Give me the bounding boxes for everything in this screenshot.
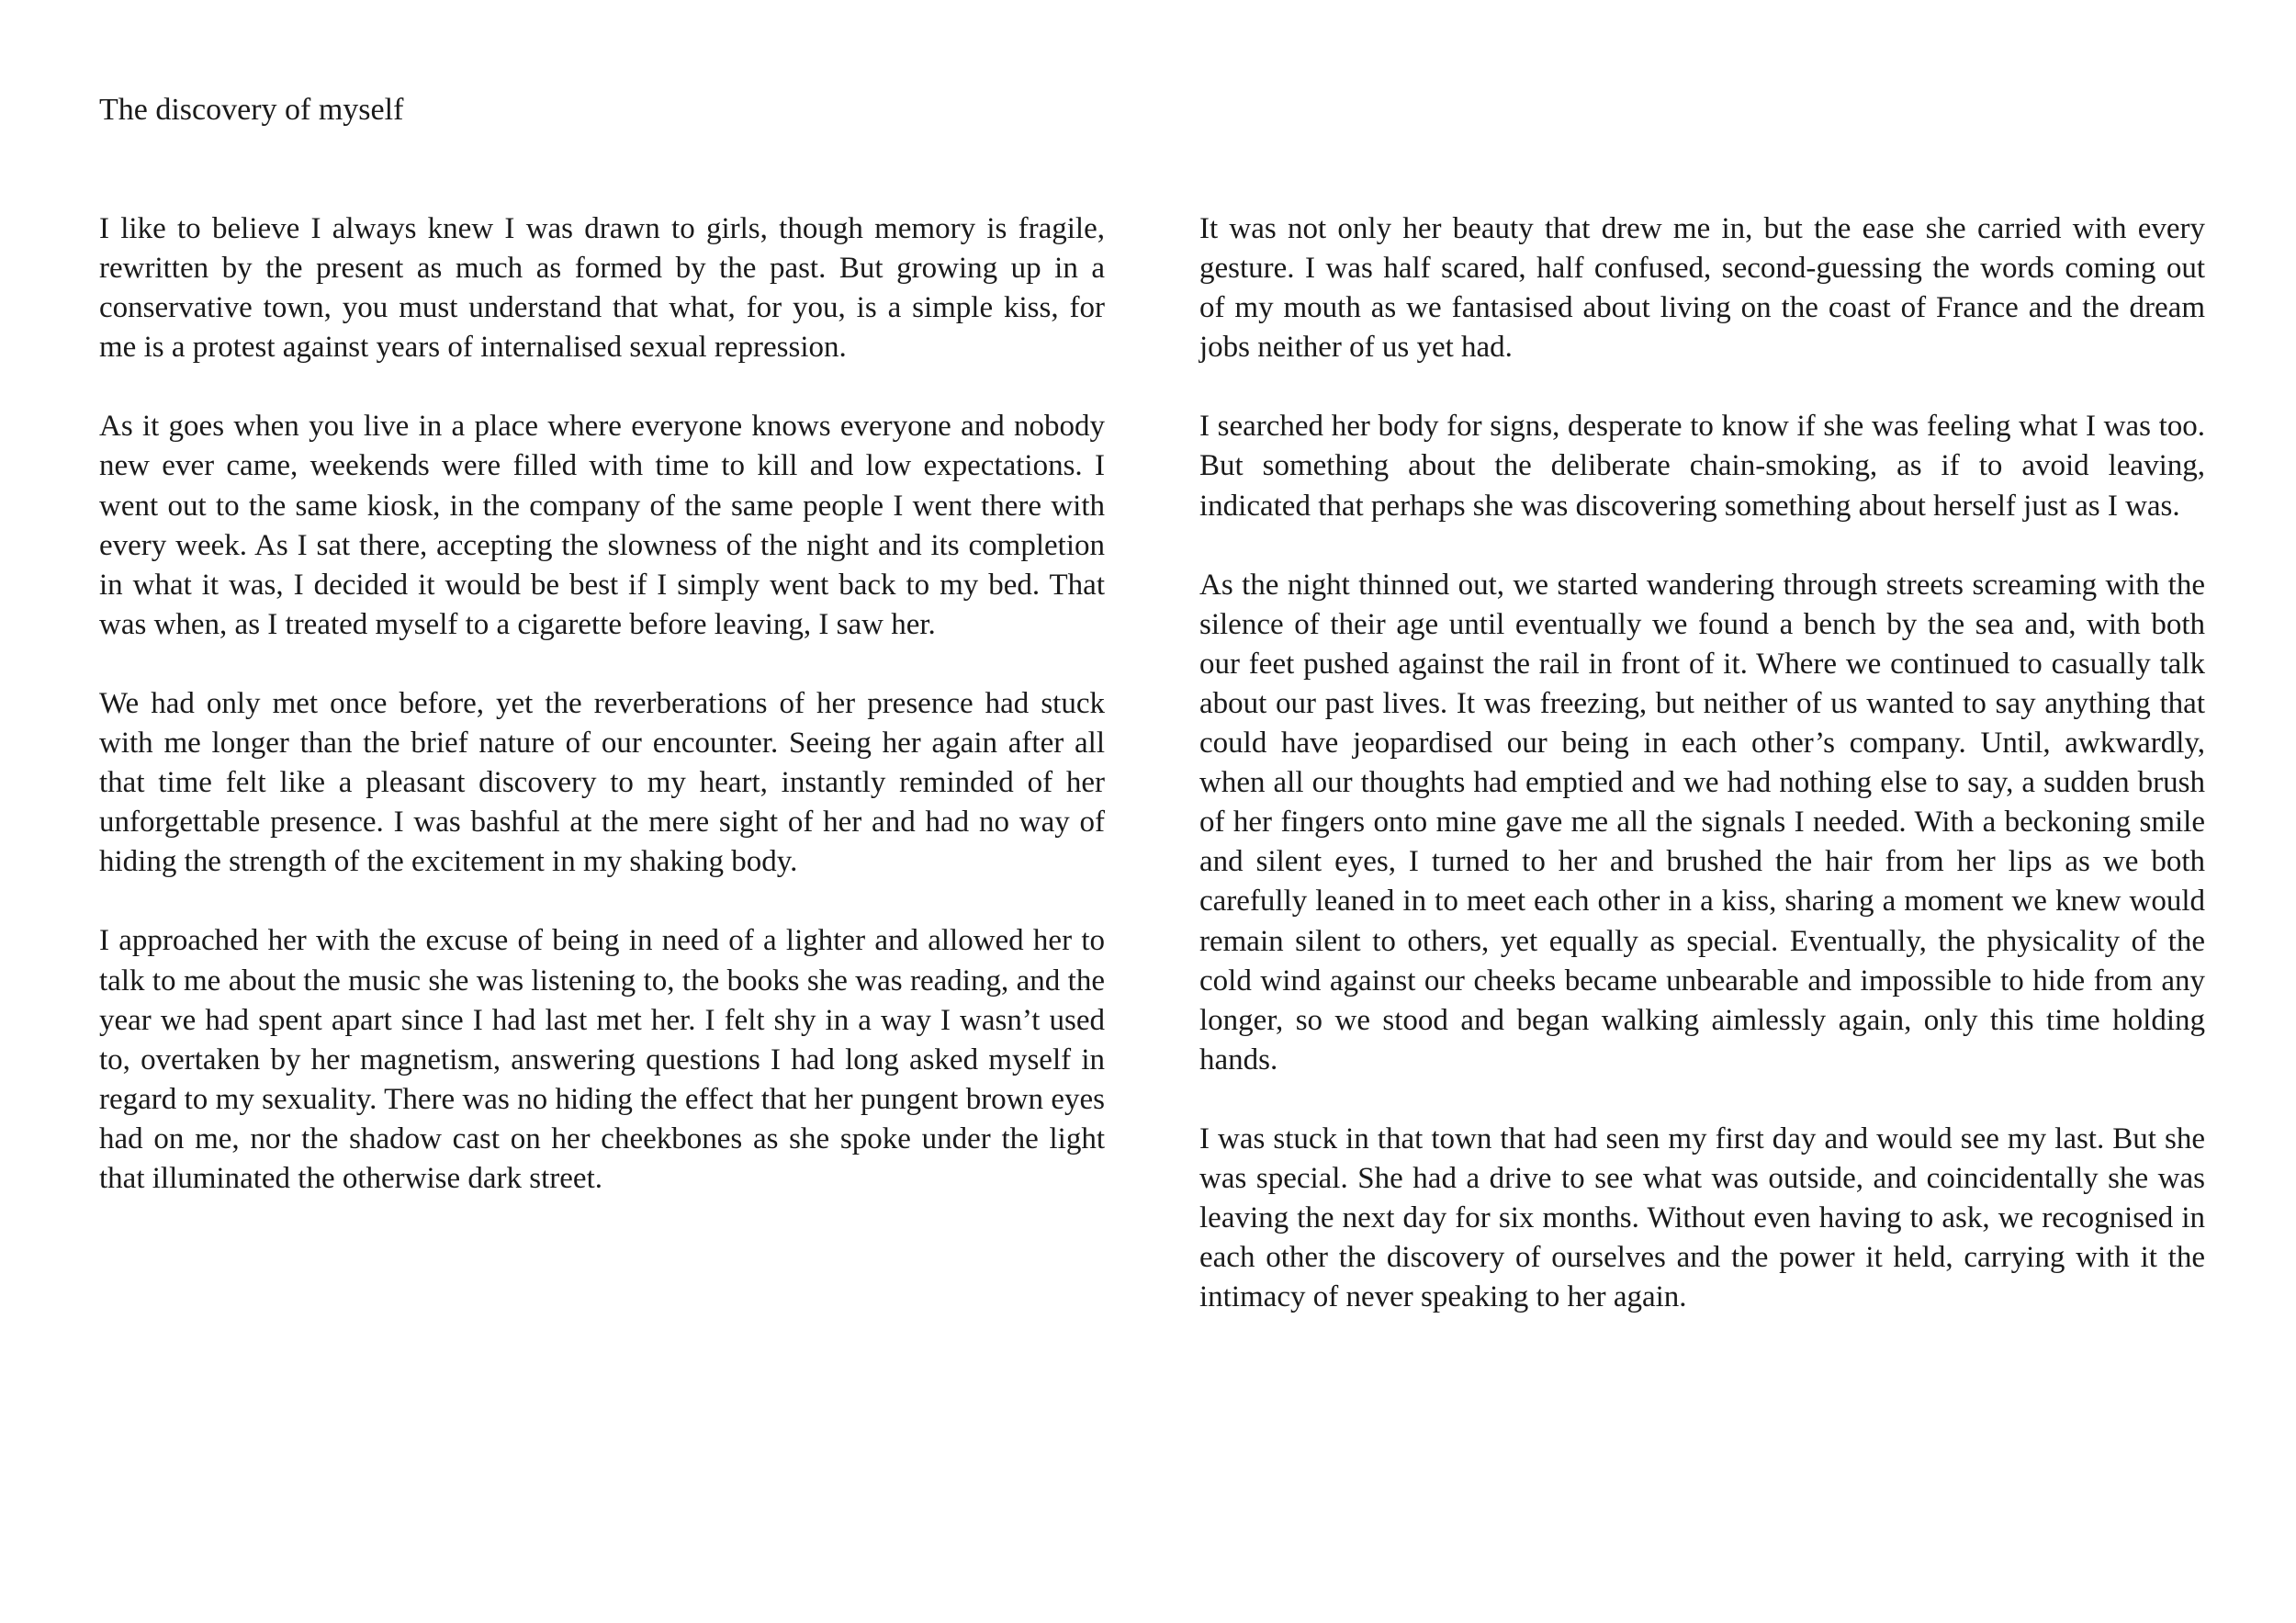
paragraph: As it goes when you live in a place where everyone knows everyone and nobody new ever came, weekends were filled with time to kill and low expectations. I went out to the same kiosk, in the company of the same people I went there with every week. As I sat there, accepting the slowness of the night and its completion in what it was, I decided it would be best if I simply went back to my bed. That was when, as I treated myself to a cigarette before leaving, I saw her. — [99, 410, 1105, 641]
paragraph: We had only met once before, yet the reverberations of her presence had stuck with me longer than the brief nature of our encounter. Seeing her again after all that time felt like a pleasant discovery to my heart, instantly reminded of her unforgettable presence. I was bashful at the mere sight of her and had no way of hiding the strength of the excitement in my shaking body. — [99, 686, 1105, 879]
paragraph: I was stuck in that town that had seen my first day and would see my last. But she was special. She had a drive to see what was outside, and coincidentally she was leaving the next day for six months. Without even having to ask, we recognised in each other the discovery of ourselves and the power it held, carrying with it the intimacy of never speaking to her again. — [1199, 1121, 2205, 1314]
paragraph: I like to believe I always knew I was drawn to girls, though memory is fragile, rewritten by the present as much as formed by the past. But growing up in a conservative town, you must understand that what, for you, is a simple kiss, for me is a protest against years of internalised sexual repression. — [99, 212, 1105, 365]
paragraph: It was not only her beauty that drew me in, but the ease she carried with every gesture. I was half scared, half confused, second-guessing the words coming out of my mouth as we fantasised about living on the coast of France and the dream jobs neither of us yet had. — [1199, 212, 2205, 365]
right-column — [1199, 209, 2205, 1357]
paragraph: I approached her with the excuse of being in need of a lighter and allowed her to talk to me about the music she was listening to, the books she was reading, and the year we had spent apart since I had last met her. I felt shy in a way I wasn’t used to, overtaken by her magnetism, answering questions I had long asked myself in regard to my sexuality. There was no hiding the effect that her pungent brown eyes had on me, nor the shadow cast on her cheekbones as she spoke under the light that illuminated the otherwise dark street. — [99, 924, 1105, 1195]
left-column — [99, 209, 1105, 1238]
page-title: The discovery of myself — [99, 93, 404, 127]
paragraph: I searched her body for signs, desperate to know if she was feeling what I was too. But something about the deliberate chain-smoking, as if to avoid leaving, indicated that perhaps she was discovering something about herself just as I was. — [1199, 410, 2205, 523]
paragraph: As the night thinned out, we started wandering through streets screaming with the silence of their age until eventually we found a bench by the sea and, with both our feet pushed against the rail in front of it. Where we continued to casually talk about our past lives. It was freezing, but neither of us wanted to say anything that could have jeopardised our being in each other’s company. Until, awkwardly, when all our thoughts had emptied and we had nothing else to say, a sudden brush of her fingers onto mine gave me all the signals I needed. With a beckoning smile and silent eyes, I turned to her and brushed the hair from her lips as we both carefully leaned in to meet each other in a kiss, sharing a moment we knew would remain silent to others, yet equally as special. Eventually, the physicality of the cold wind against our cheeks became unbearable and impossible to hide from any longer, so we stood and began walking aimlessly again, only this time holding hands. — [1199, 568, 2205, 1076]
